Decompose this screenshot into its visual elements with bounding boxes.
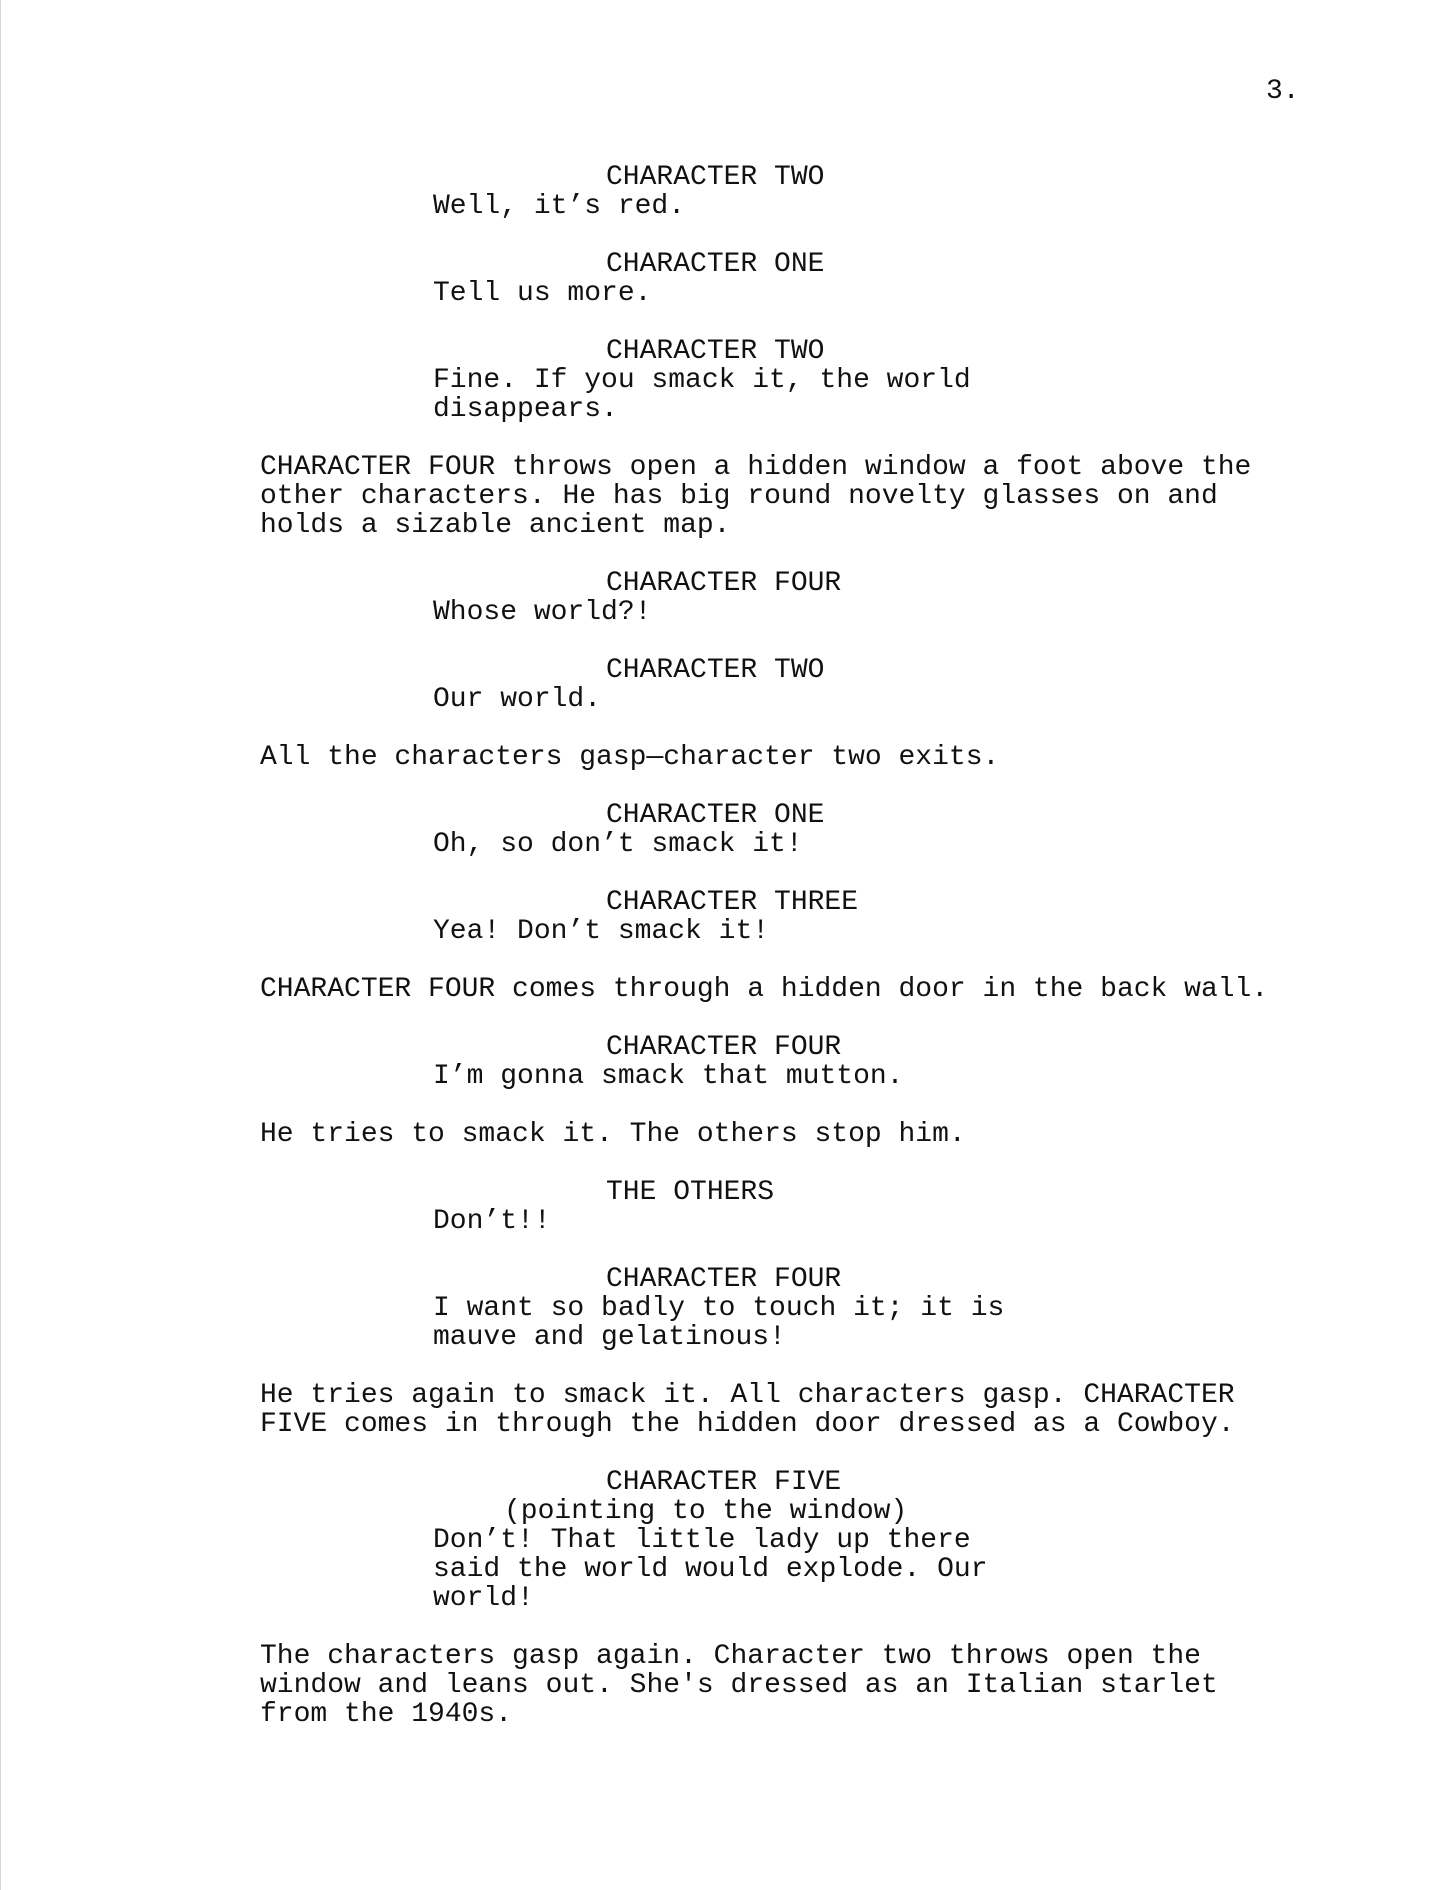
action-line: He tries again to smack it. All characters gasp. CHARACTER FIVE comes in through the hidden door dressed as a Cowboy. — [260, 1380, 1235, 1440]
page-number: 3. — [1266, 76, 1300, 107]
dialogue: Yea! Don’t smack it! — [433, 916, 770, 947]
character-cue: CHARACTER FOUR — [606, 568, 842, 599]
character-cue: THE OTHERS — [606, 1177, 775, 1208]
character-cue: CHARACTER TWO — [606, 336, 825, 367]
dialogue: I want so badly to touch it; it is mauve and gelatinous! — [433, 1293, 1005, 1353]
dialogue: Don’t!! — [433, 1206, 551, 1237]
character-cue: CHARACTER FOUR — [606, 1264, 842, 1295]
action-line: The characters gasp again. Character two throws open the window and leans out. She's dressed as an Italian starlet from the 1940s. — [260, 1641, 1218, 1730]
dialogue: Oh, so don’t smack it! — [433, 829, 803, 860]
character-cue: CHARACTER ONE — [606, 249, 825, 280]
script-body — [1, 163, 1452, 1729]
action-line: All the characters gasp—character two exits. — [260, 742, 1000, 773]
character-cue: CHARACTER FOUR — [606, 1032, 842, 1063]
dialogue: Tell us more. — [433, 278, 652, 309]
dialogue: Don’t! That little lady up there said the world would explode. Our world! — [433, 1525, 988, 1614]
dialogue: Well, it’s red. — [433, 191, 686, 222]
dialogue: Fine. If you smack it, the world disappears. — [433, 365, 971, 425]
character-cue: CHARACTER TWO — [606, 162, 825, 193]
parenthetical: (pointing to the window) — [504, 1496, 908, 1527]
character-cue: CHARACTER TWO — [606, 655, 825, 686]
character-cue: CHARACTER THREE — [606, 887, 859, 918]
character-cue: CHARACTER FIVE — [606, 1467, 842, 1498]
dialogue: Our world. — [433, 684, 602, 715]
character-cue: CHARACTER ONE — [606, 800, 825, 831]
action-line: CHARACTER FOUR comes through a hidden door in the back wall. — [260, 974, 1269, 1005]
action-line: CHARACTER FOUR throws open a hidden window a foot above the other characters. He has big round novelty glasses on and holds a sizable ancient map. — [260, 452, 1252, 541]
action-line: He tries to smack it. The others stop him. — [260, 1119, 966, 1150]
dialogue: Whose world?! — [433, 597, 652, 628]
dialogue: I’m gonna smack that mutton. — [433, 1061, 904, 1092]
